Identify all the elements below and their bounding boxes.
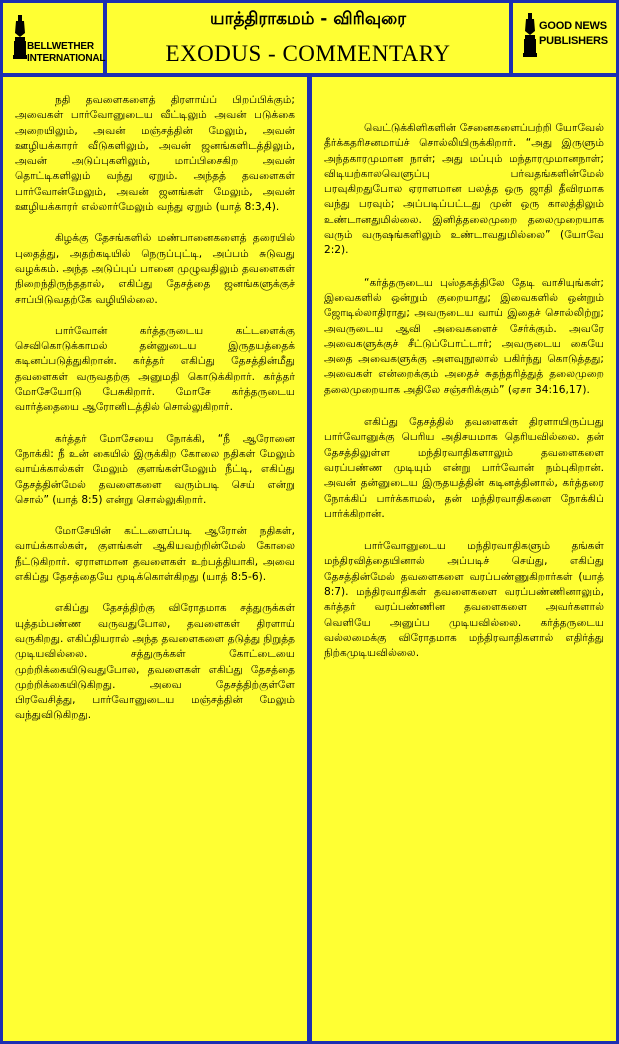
paragraph: மோசேயின் கட்டளைப்படி ஆரோன் நதிகள், வாய்க்கால்கள், குளங்கள் ஆகியவற்றின்மேல் கோலை நீட்டுகிறார். ஏராளமான தவளைகள் உற்பத்தியாகி, அவை எகிப்து தேசத்தையே மூடிக்கொள்கிறது (யாத் 8:5-6). <box>15 525 295 584</box>
right-column <box>312 77 616 1041</box>
paragraph: “கர்த்தருடைய புஸ்தகத்திலே தேடி வாசியுங்கள்; இவைகளில் ஒன்றும் குறையாது; இவைகளில் ஒன்றும் ஜோடில்லாதிராது; அவருடைய வாய் இதைச் சொல்லிற்று; அவருடைய ஆவி அவைகளைச் சேர்க்கும். அவரே அவைகளுக்குச் சீட்டுப்போட்டார்; அவருடைய கையே அதை அவைகளுக்கு அளவுநூலால் பகிர்ந்து கொடுத்தது; அவைகள் என்றைக்கும் அதைச் சுதந்தரித்துத் தலைமுறை தலைமுறையாக அதிலே சஞ்சரிக்கும்” (ஏசா 34:16,17). <box>324 276 604 396</box>
paragraph: வெட்டுக்கிளிகளின் சேனைகளைப்பற்றி யோவேல் தீர்க்கதரிசனமாய்ச் சொல்லியிருக்கிறார். “அது இருளும் அந்தகாரமுமான நாள்; அது மப்பும் மந்தாரமுமானநாள்; விடியற்காலவெளுப்பு பர்வதங்களின்மேல் பரவுகிறதுபோல ஏராளமான பலத்த ஒரு ஜாதி தீவிரமாக வந்து பரவும்; அப்படிப்பட்டது முன் ஒரு காலத்திலும் உண்டானதுமில்லை. இனித்தலைமுறை தலைமுறையாக வரும் வருஷங்களிலும் உண்டாவதுமில்லை” (யோவே 2:2). <box>324 122 604 257</box>
goodnews-logo-icon <box>523 13 537 57</box>
publisher-logo-right <box>513 3 616 73</box>
title-english: EXODUS - COMMENTARY <box>165 41 451 66</box>
bellwether-logo-icon <box>13 15 27 59</box>
paragraph: பார்வோனுடைய மந்திரவாதிகளும் தங்கள் மந்திரவித்தையினால் அப்படிச் செய்து, எகிப்து தேசத்தின்மேல் தவளைகளை வரப்பண்ணுகிறார்கள் (யாத் 8:7). மந்திரவாதிகள் தவளைகளை வரப்பண்ணினாலும், கர்த்தர் வரப்பண்ணின தவளைகளை அவர்களால் வெளியே அனுப்ப முடியவில்லை. கர்த்தருடைய வல்லமைக்கு விரோதமாக மந்திரவாதிகளால் எதிர்த்து நிற்கமுடியவில்லை. <box>324 540 604 660</box>
paragraph: எகிப்து தேசத்தில் தவளைகள் திரளாயிருப்பது பார்வோனுக்கு பெரிய அதிசயமாக தெரியவில்லை. தன் தேசத்திலுள்ள மந்திரவாதிகளாலும் தவளைகளை வரப்பண்ண முடியும் என்று பார்வோன் நம்புகிறான். அவன் தன்னுடைய இருதயத்தின் கடினத்தினால், கர்த்தரை நோக்கிப் பார்க்காமல், தன் மந்திரவாதிகளை நோக்கிப் பார்க்கிறான். <box>324 416 604 520</box>
left-column <box>3 77 307 1041</box>
paragraph: பார்வோன் கர்த்தருடைய கட்டளைக்கு செவிகொடுக்காமல் தன்னுடைய இருதயத்தைக் கடினப்படுத்துகிறான். கர்த்தர் எகிப்து தேசத்தின்மீது தவளைகள் வருவதற்கு அனுமதி கொடுக்கிறார். கர்த்தர் மோசேயோடு பேசுகிறார். மோசே கர்த்தருடைய வார்த்தையை ஆரோனிடத்தில் சொல்லுகிறார். <box>15 324 295 414</box>
publisher-logo-left <box>3 3 106 73</box>
paragraph: கிழக்கு தேசங்களில் மண்பானைகளைத் தரையில் புதைத்து, அதற்கடியில் நெருப்புட்டி, அப்பம் சுடுவது வழக்கம். அந்த அடுப்புப் பானை முழுவதிலும் தவளைகள் நிறைந்திருந்ததால், எகிப்து தேசத்தை ஜனங்களுக்குச் சாப்பிடுவதற்கே வழியில்லை. <box>15 232 295 306</box>
paragraph: நதி தவளைகளைத் திரளாய்ப் பிறப்பிக்கும்; அவைகள் பார்வோனுடைய வீட்டிலும் அவன் படுக்கை அறையிலும், அவன் மஞ்சத்தின் மேலும், அவன் ஊழியக்காரர் வீடுகளிலும், அவன் ஜனங்களிடத்திலும், அவன் அடுப்புகளிலும், மாப்பிசைகிற அவன் தொட்டிகளிலும் வந்து ஏறும். அந்தத் தவளைகள் பார்வோன்மேலும், அவன் ஜனங்கள் மேலும், அவன் ஊழியக்காரர் எல்லார்மேலும் வந்து ஏறும் (யாத் 8:3,4). <box>15 94 295 214</box>
paragraph: எகிப்து தேசத்திற்கு விரோதமாக சத்துருக்கள் யுத்தம்பண்ண வருவதுபோல, தவளைகள் திரளாய் வருகிறது. எகிப்தியரால் அந்த தவளைகளை தடுத்து நிறுத்த முடியவில்லை. சத்துருக்கள் கோட்டையை முற்றிக்கையிடுவதுபோல, தவளைகள் எகிப்து தேசத்தை முற்றிக்கையிடுகிறது. அவை தேசத்திற்குள்ளே பிரவேசித்து, பார்வோனுடைய மஞ்சத்தின் மேலும் வந்துவிடுகிறது. <box>15 602 295 722</box>
logo-left-text <box>27 41 106 65</box>
logo-left-line2: INTERNATIONAL <box>27 53 106 64</box>
title-box <box>107 3 509 73</box>
title-tamil: யாத்திராகமம் - விரிவுரை <box>210 9 406 29</box>
paragraph: கர்த்தர் மோசேயை நோக்கி, “நீ ஆரோனை நோக்கி: நீ உன் கையில் இருக்கிற கோலை நதிகள் மேலும் வாய்க்கால்கள் மேலும் குளங்கள்மேலும் நீட்டி, எகிப்து தேசத்தின்மேல் தவளைகளை வரும்படி செய் என்று சொல்” (யாத் 8:5) என்று சொல்லுகிறார். <box>15 432 295 506</box>
logo-right-line2: PUBLISHERS <box>539 35 608 47</box>
logo-left-line1: BELLWETHER <box>27 41 94 52</box>
logo-right-text <box>539 19 615 49</box>
logo-right-line1: GOOD NEWS <box>539 20 607 32</box>
